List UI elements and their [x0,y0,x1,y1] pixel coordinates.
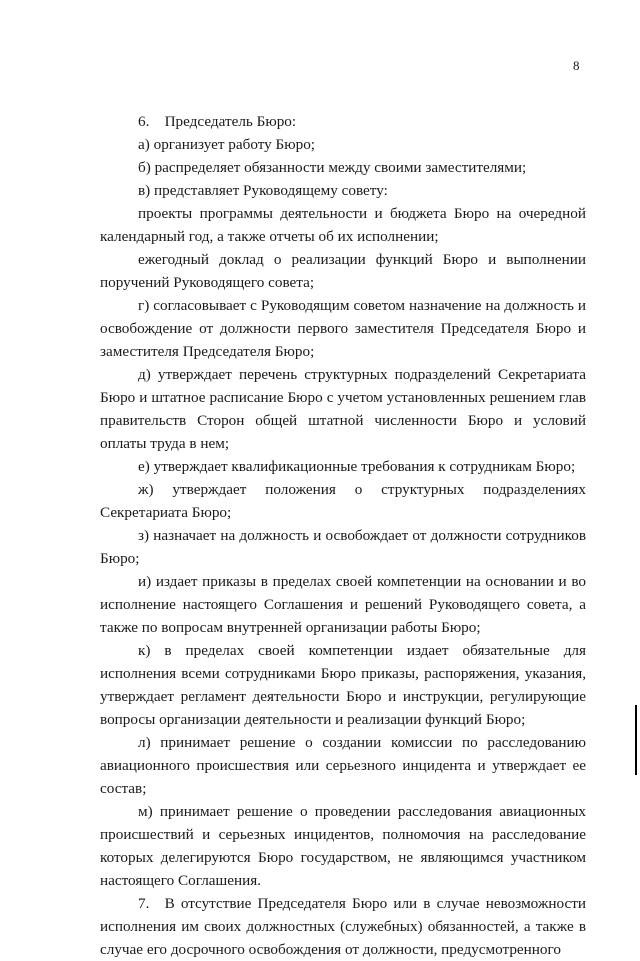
paragraph-6g: г) согласовывает с Руководящим советом назначение на должность и освобождение от должности первого заместителя Председателя Бюро и заместителя Председателя Бюро; [100,297,586,360]
paragraph-6zh: ж) утверждает положения о структурных подразделениях Секретариата Бюро; [100,481,586,521]
paragraph-6z: з) назначает на должность и освобождает от должности сотрудников Бюро; [100,527,586,567]
paragraph-6i: и) издает приказы в пределах своей компетенции на основании и во исполнение настоящего Соглашения и решений Руководящего совета, а также по вопросам внутренней организации работы Бюро; [100,573,586,636]
paragraph-6v: в) представляет Руководящему совету: [138,182,388,199]
document-body [100,110,586,961]
paragraph-6e: е) утверждает квалификационные требования к сотрудникам Бюро; [138,458,576,475]
paragraph-6d: д) утверждает перечень структурных подразделений Секретариата Бюро и штатное расписание Бюро с учетом установленных решением глав правительств Сторон общей штатной численности Бюро и условий оплаты труда в нем; [100,366,586,452]
paragraph-6k: к) в пределах своей компетенции издает обязательные для исполнения всеми сотрудниками Бюро приказы, распоряжения, указания, утверждает регламент деятельности Бюро и инструкции, регулирующие вопросы организации деятельности и реализации функций Бюро; [100,642,586,728]
paragraph-7: 7. В отсутствие Председателя Бюро или в случае невозможности исполнения им своих должностных (служебных) обязанностей, а также в случае его досрочного освобождения от должности, предусмотренного [100,895,586,958]
page-number: 8 [573,58,580,73]
scan-edge-mark [635,705,637,775]
paragraph-6a: а) организует работу Бюро; [138,136,316,153]
paragraph-6-heading: 6. Председатель Бюро: [138,113,297,130]
paragraph-6m: м) принимает решение о проведении расследования авиационных происшествий и серьезных инцидентов, полномочия на расследование которых делегируются Бюро государством, не являющимся участником настоящего Соглашения. [100,803,586,889]
paragraph-6v-programs: проекты программы деятельности и бюджета Бюро на очередной календарный год, а также отчеты об их исполнении; [100,205,586,245]
paragraph-6b: б) распределяет обязанности между своими заместителями; [138,159,527,176]
paragraph-6v-report: ежегодный доклад о реализации функций Бюро и выполнении поручений Руководящего совета; [100,251,586,291]
paragraph-6l: л) принимает решение о создании комиссии по расследованию авиационного происшествия или серьезного инцидента и утверждает ее состав; [100,734,586,797]
